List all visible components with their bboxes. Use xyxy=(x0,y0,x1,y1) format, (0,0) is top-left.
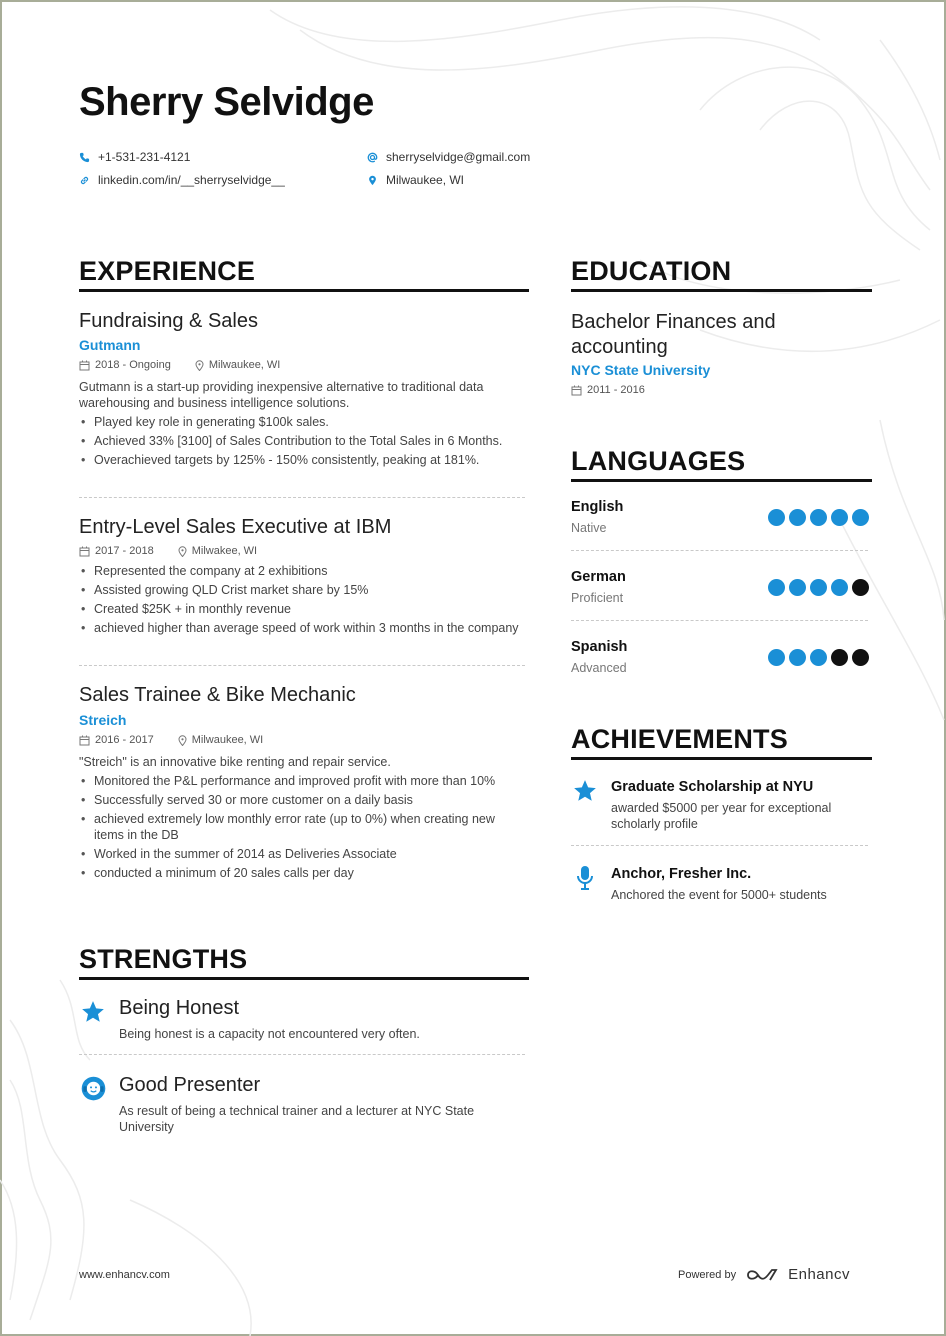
education-rule xyxy=(571,289,872,292)
calendar-icon xyxy=(79,360,90,371)
job-bullets xyxy=(79,773,519,884)
job-location: Milwaukee, WI xyxy=(191,734,264,746)
achievements-rule xyxy=(571,757,872,760)
rating-dot-filled xyxy=(852,509,869,526)
job-title: Sales Trainee & Bike Mechanic xyxy=(79,684,356,706)
job-dates: 2016 - 2017 xyxy=(95,734,154,746)
divider xyxy=(571,845,868,846)
experience-heading: EXPERIENCE xyxy=(79,256,256,286)
bullet-item: • Successfully served 30 or more customer on a daily basis xyxy=(79,792,519,808)
languages-rule xyxy=(571,479,872,482)
education-dates: 2011 - 2016 xyxy=(587,384,645,396)
job-description: Gutmann is a start-up providing inexpensive alternative to traditional data warehousing and business intelligence solutions. xyxy=(79,380,484,410)
footer-powered-by[interactable] xyxy=(678,1266,850,1283)
language-rating xyxy=(768,579,869,596)
job-meta xyxy=(79,734,263,746)
location-contact xyxy=(367,173,464,187)
bullet-item: • Monitored the P&L performance and improved profit with more than 10% xyxy=(79,773,519,789)
school-name: NYC State University xyxy=(571,362,711,378)
star-icon xyxy=(80,999,106,1025)
phone-contact[interactable] xyxy=(79,150,190,164)
location-text: Milwaukee, WI xyxy=(386,173,465,187)
bullet-item: • Created $25K + in monthly revenue xyxy=(79,601,519,617)
phone-icon xyxy=(79,152,90,163)
languages-heading: LANGUAGES xyxy=(571,446,746,476)
divider xyxy=(571,620,868,621)
language-name: German xyxy=(571,569,626,585)
job-meta xyxy=(79,359,280,371)
calendar-icon xyxy=(79,735,90,746)
bullet-item: • Overachieved targets by 125% - 150% consistently, peaking at 181%. xyxy=(79,452,519,468)
education-heading: EDUCATION xyxy=(571,256,732,286)
link-icon xyxy=(79,175,90,186)
bullet-item: • Represented the company at 2 exhibitions xyxy=(79,563,519,579)
language-level: Advanced xyxy=(571,661,627,675)
powered-by-label: Powered by xyxy=(678,1268,737,1281)
rating-dot-filled xyxy=(810,649,827,666)
bullet-item: • conducted a minimum of 20 sales calls per day xyxy=(79,865,519,881)
job-location: Milwakee, WI xyxy=(191,545,258,557)
candidate-name: Sherry Selvidge xyxy=(79,80,374,124)
calendar-icon xyxy=(79,546,90,557)
achievement-title: Graduate Scholarship at NYU xyxy=(611,779,814,795)
calendar-icon xyxy=(571,385,582,396)
strength-title: Good Presenter xyxy=(119,1074,261,1096)
rating-dot-empty xyxy=(852,579,869,596)
company-name: Streich xyxy=(79,712,127,728)
bullet-item: • achieved higher than average speed of work within 3 months in the company xyxy=(79,620,519,636)
star-icon xyxy=(572,778,598,804)
education-meta xyxy=(571,384,645,396)
job-description: "Streich" is an innovative bike renting and repair service. xyxy=(79,755,391,769)
divider xyxy=(571,550,868,551)
strength-title: Being Honest xyxy=(119,997,240,1019)
experience-rule xyxy=(79,289,529,292)
location-pin-icon xyxy=(178,735,187,746)
presenter-icon xyxy=(80,1075,107,1102)
job-location: Milwaukee, WI xyxy=(208,359,281,371)
rating-dot-filled xyxy=(789,509,806,526)
language-name: English xyxy=(571,499,624,515)
language-rating xyxy=(768,509,869,526)
email-contact[interactable] xyxy=(367,150,530,164)
job-dates: 2018 - Ongoing xyxy=(95,359,171,371)
microphone-icon xyxy=(575,865,595,891)
footer-website-link[interactable]: www.enhancv.com xyxy=(79,1269,170,1281)
job-title: Fundraising & Sales xyxy=(79,310,258,332)
language-level: Native xyxy=(571,521,607,535)
rating-dot-filled xyxy=(810,579,827,596)
language-name: Spanish xyxy=(571,639,628,655)
language-rating xyxy=(768,649,869,666)
rating-dot-filled xyxy=(789,649,806,666)
language-level: Proficient xyxy=(571,591,624,605)
divider xyxy=(79,497,525,498)
bullet-item: • Played key role in generating $100k sales. xyxy=(79,414,519,430)
strengths-heading: STRENGTHS xyxy=(79,944,248,974)
job-bullets xyxy=(79,563,519,639)
job-meta xyxy=(79,545,257,557)
rating-dot-filled xyxy=(810,509,827,526)
email-address: sherryselvidge@gmail.com xyxy=(386,150,531,164)
achievement-description: Anchored the event for 5000+ students xyxy=(611,888,827,902)
brand-name: Enhancv xyxy=(788,1266,850,1283)
job-bullets xyxy=(79,414,519,471)
rating-dot-filled xyxy=(768,649,785,666)
linkedin-url: linkedin.com/in/__sherryselvidge__ xyxy=(98,173,285,187)
rating-dot-filled xyxy=(768,579,785,596)
company-name: Gutmann xyxy=(79,337,141,353)
strength-description: As result of being a technical trainer and a lecturer at NYC State University xyxy=(119,1104,475,1134)
location-pin-icon xyxy=(367,175,378,186)
job-title: Entry-Level Sales Executive at IBM xyxy=(79,516,392,538)
strength-description: Being honest is a capacity not encountered very often. xyxy=(119,1027,420,1041)
location-pin-icon xyxy=(195,360,204,371)
job-dates: 2017 - 2018 xyxy=(95,545,154,557)
linkedin-contact[interactable] xyxy=(79,173,285,187)
rating-dot-filled xyxy=(831,509,848,526)
bullet-item: • Achieved 33% [3100] of Sales Contribution to the Total Sales in 6 Months. xyxy=(79,433,519,449)
at-icon xyxy=(367,152,378,163)
rating-dot-filled xyxy=(789,579,806,596)
achievement-description: awarded $5000 per year for exceptional scholarly profile xyxy=(611,801,832,831)
achievements-heading: ACHIEVEMENTS xyxy=(571,724,788,754)
achievement-title: Anchor, Fresher Inc. xyxy=(611,866,752,882)
bullet-item: • Worked in the summer of 2014 as Deliveries Associate xyxy=(79,846,519,862)
strengths-rule xyxy=(79,977,529,980)
rating-dot-filled xyxy=(768,509,785,526)
location-pin-icon xyxy=(178,546,187,557)
rating-dot-empty xyxy=(852,649,869,666)
rating-dot-filled xyxy=(831,579,848,596)
divider xyxy=(79,665,525,666)
divider xyxy=(79,1054,525,1055)
degree-title: Bachelor Finances and accounting xyxy=(571,311,776,358)
bullet-item: • achieved extremely low monthly error rate (up to 0%) when creating new items in the DB xyxy=(79,811,519,843)
enhancv-logo-icon xyxy=(746,1267,778,1283)
phone-number: +1-531-231-4121 xyxy=(98,150,191,164)
rating-dot-empty xyxy=(831,649,848,666)
bullet-item: • Assisted growing QLD Crist market share by 15% xyxy=(79,582,519,598)
